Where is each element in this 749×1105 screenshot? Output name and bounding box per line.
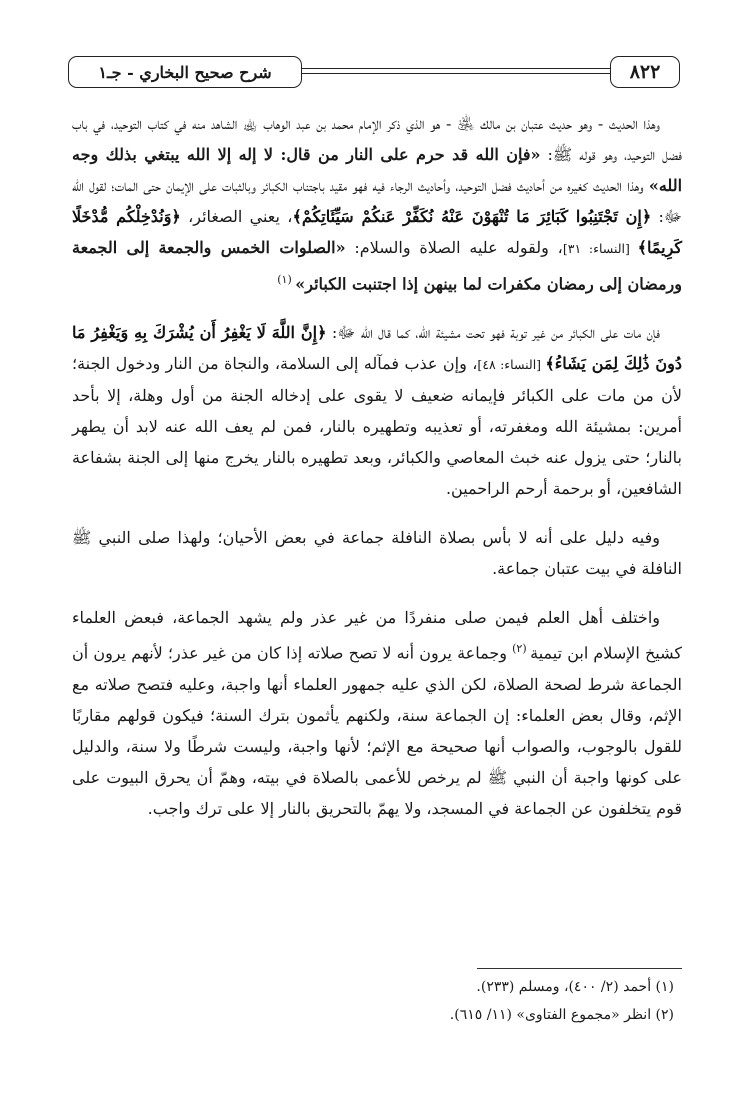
paragraph — [72, 108, 682, 299]
quran-verse: ﴿وَنُدْخِلْكُم مُّدْخَلًا كَرِيمًا﴾ — [72, 207, 683, 257]
page-number: ٨٢٢ — [610, 56, 680, 88]
footnote-rule — [477, 968, 682, 969]
main-text — [72, 108, 682, 842]
verse-reference: [النساء: ٤٨] — [477, 357, 546, 373]
quran-verse: ﴿إِنَّ اللَّهَ لَا يَغْفِرُ أَن يُشْرَكَ بِهِ وَيَغْفِرُ مَا دُونَ ذَٰلِكَ لِمَن يَشَاءُ﴾ — [72, 323, 682, 374]
body-text: ، وإن عذب فمآله إلى السلامة، والنجاة من النار ودخول الجنة؛ لأن من مات على الكبائر فإيمانه ضعيف لا يقوى على إدخاله الجنة من أول وهلة، إلا بأحد أمرين: بمشيئة الله ومغفرته، أو تعذيبه وتطهيره بالنار، فمن لم يعف الله عنه لابد أن يطهر بالنار؛ حتى يزول عنه خبث المعاصي والكبائر، وبعد تطهيره بالنار يخرج منها إلى الجنة بشفاعة الشافعين، أو برحمة أرحم الراحمين. — [72, 354, 682, 499]
body-text: وجماعة يرون أنه لا تصح صلاته إذا كان من غير عذر؛ لأنهم يرون أن الجماعة شرط لصحة الصلاة، لكن الذي عليه جمهور العلماء أنها واجبة، وعليه فتصح صلاته مع الإثم، وقال بعض العلماء: إن الجماعة سنة، ولكنهم يأثمون بترك السنة؛ فيكون قولهم مقاربًا للقول بالوجوب، والصواب أنها صحيحة مع الإثم؛ لأنها واجبة، وليست شرطًا ولا سنة، والدليل على كونها واجبة أن النبي ﷺ لم يرخص للأعمى بالصلاة في بيته، وهمّ أن يحرق البيوت على قوم يتخلفون عن الجماعة في المسجد، ولا يهمّ بالتحريق بالنار إلا على ترك واجب. — [72, 643, 682, 818]
body-text: وهذا الحديث كغيره من أحاديث فضل التوحيد، وأحاديث الرجاء فيه فهو مقيد باجتناب الكبائر وبالثبات على الإيمان حتى المات؛ لقول الله ﷻ: — [72, 176, 682, 226]
footnote-1: (١) أحمد (٢/ ٤٠٠)، ومسلم (٢٣٣). — [476, 979, 674, 995]
body-text: فإن مات على الكبائر من غير توبة فهو تحت مشيئة الله، كما قال الله ﷻ: — [326, 323, 661, 343]
quran-verse: ﴿إِن تَجْتَنِبُوا كَبَائِرَ مَا تُنْهَوْنَ عَنْهُ نُكَفِّرْ عَنكُمْ سَيِّئَاتِكُمْ﴾ — [292, 207, 652, 226]
body-text: ، يعني الصغائر، — [180, 207, 293, 226]
body-text: ، ولقوله عليه الصلاة والسلام: — [345, 238, 563, 257]
body-text: وفيه دليل على أنه لا بأس بصلاة النافلة جماعة في بعض الأحيان؛ ولهذا صلى النبي ﷺ النافلة في بيت عتبان جماعة. — [72, 528, 682, 579]
footnotes — [72, 968, 682, 1029]
hadith-text: «فإن الله قد حرم على النار من قال: لا إله إلا الله يبتغي بذلك وجه الله» — [72, 145, 683, 195]
footnote-2: (٢) انظر «مجموع الفتاوى» (١١/ ٦١٥). — [449, 1007, 674, 1023]
paragraph — [72, 317, 682, 504]
footnote-marker: (١) — [277, 273, 296, 286]
body-text: واختلف أهل العلم فيمن صلى منفردًا من غير عذر ولم يشهد الجماعة، فبعض العلماء كشيخ الإسلام ابن تيمية — [72, 608, 682, 663]
footnote-marker: (٢) — [512, 642, 531, 656]
body-text: وهذا الحديث - وهو حديث عتبان بن مالك ﵁ - هو الذي ذكر الإمام محمد بن عبد الوهاب ﵀ الشاهد منه في كتاب التوحيد، في باب فضل التوحيد، وهو قوله ﷺ: — [72, 114, 683, 164]
running-title: شرح صحيح البخاري - جـ١ — [68, 56, 302, 88]
page-header — [68, 56, 680, 90]
paragraph — [72, 522, 682, 584]
paragraph — [72, 602, 682, 823]
hadith-text: «الصلوات الخمس والجمعة إلى الجمعة ورمضان إلى رمضان مكفرات لما بينهن إذا اجتنبت الكبائر» — [72, 238, 682, 294]
verse-reference: [النساء: ٣١] — [562, 241, 638, 256]
